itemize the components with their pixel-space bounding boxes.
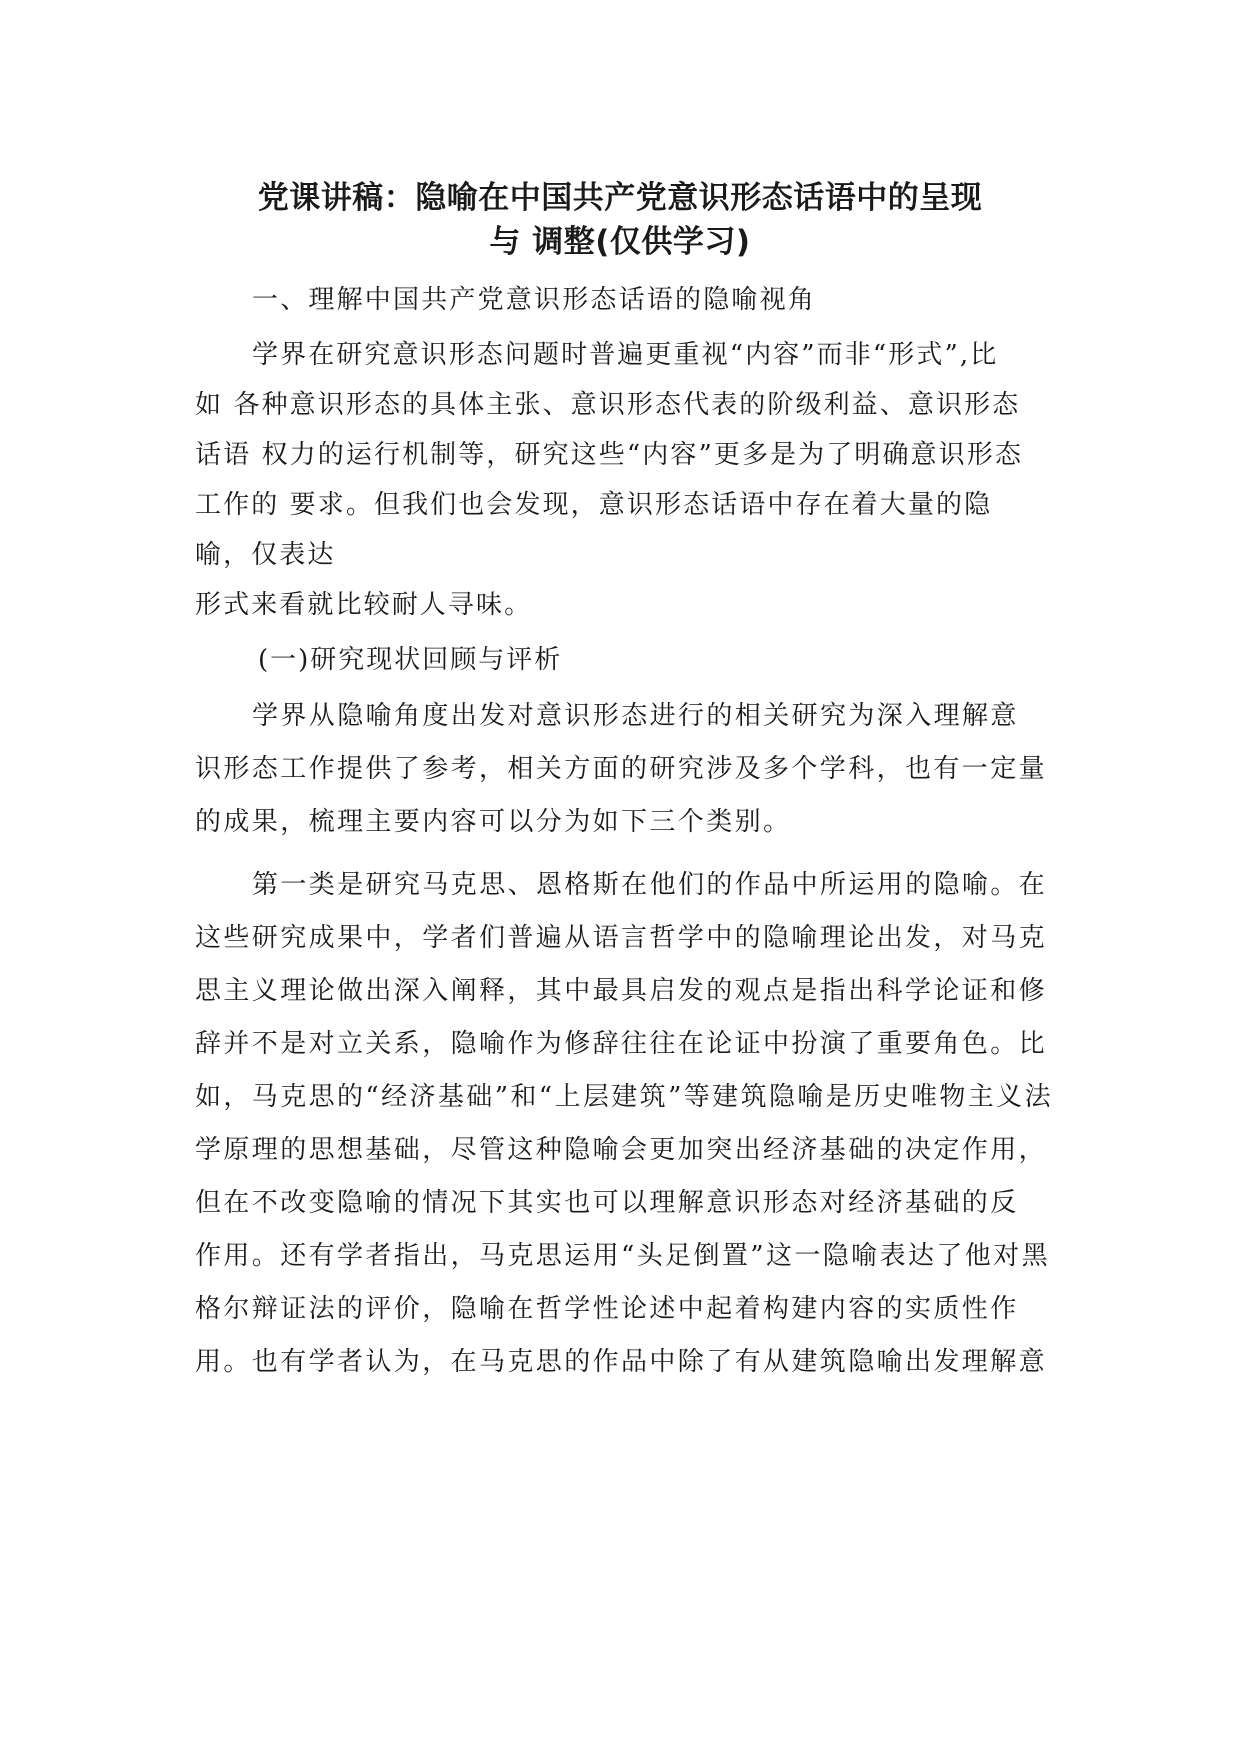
paragraph-line: 学界在研究意识形态问题时普遍更重视“内容”而非“形式”,比 (252, 340, 999, 370)
paragraph-line: 如 各种意识形态的具体主张、意识形态代表的阶级利益、意识形态 (195, 390, 1021, 420)
paragraph-line: 用。也有学者认为，在马克思的作品中除了有从建筑隐喻出发理解意 (195, 1347, 1048, 1377)
paragraph-line: 学原理的思想基础，尽管这种隐喻会更加突出经济基础的决定作用， (195, 1135, 1048, 1165)
paragraph-line: 喻，仅表达 (195, 540, 336, 570)
section-heading: 一、理解中国共产党意识形态话语的隐喻视角 (252, 285, 817, 315)
paragraph-line: 形式来看就比较耐人寻味。 (195, 590, 533, 620)
paragraph-line: 作用。还有学者指出，马克思运用“头足倒置”这一隐喻表达了他对黑 (195, 1241, 1050, 1271)
title-line-2: 与 调整(仅供学习) (489, 224, 751, 260)
paragraph-line: 辞并不是对立关系，隐喻作为修辞往往在论证中扮演了重要角色。比 (195, 1029, 1048, 1059)
paragraph-line: 格尔辩证法的评价，隐喻在哲学性论述中起着构建内容的实质性作 (195, 1294, 1019, 1324)
paragraph-line: 工作的 要求。但我们也会发现，意识形态话语中存在着大量的隐 (195, 490, 993, 520)
paragraph-line: 的成果，梳理主要内容可以分为如下三个类别。 (195, 807, 792, 837)
paragraph-line: 话语 权力的运行机制等，研究这些“内容”更多是为了明确意识形态 (195, 440, 1023, 470)
paragraph-line: 学界从隐喻角度出发对意识形态进行的相关研究为深入理解意 (252, 701, 1019, 731)
paragraph-line: 这些研究成果中，学者们普遍从语言哲学中的隐喻理论出发，对马克 (195, 923, 1048, 953)
subsection-heading: (一)研究现状回顾与评析 (258, 645, 563, 675)
paragraph-line: 识形态工作提供了参考，相关方面的研究涉及多个学科，也有一定量 (195, 754, 1048, 784)
paragraph-line: 但在不改变隐喻的情况下其实也可以理解意识形态对经济基础的反 (195, 1188, 1019, 1218)
paragraph-line: 如，马克思的“经济基础”和“上层建筑”等建筑隐喻是历史唯物主义法 (195, 1082, 1053, 1112)
paragraph-line: 思主义理论做出深入阐释，其中最具启发的观点是指出科学论证和修 (195, 976, 1048, 1006)
paragraph-line: 第一类是研究马克思、恩格斯在他们的作品中所运用的隐喻。在 (252, 870, 1048, 900)
title-line-1: 党课讲稿：隐喻在中国共产党意识形态话语中的呈现 (257, 180, 983, 216)
